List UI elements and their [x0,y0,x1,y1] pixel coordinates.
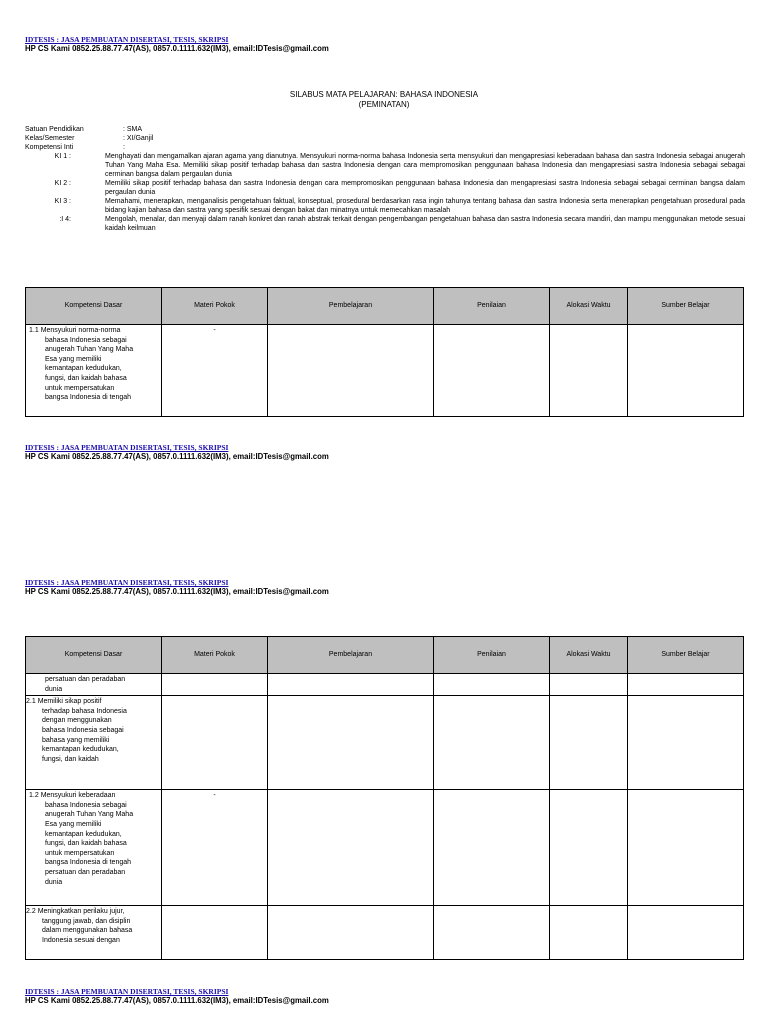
kd-number: 2.1 [26,698,36,706]
col-header-penilaian: Penilaian [434,637,550,674]
kd-line: Mensyukuri norma-norma [40,327,121,334]
kd-line: Indonesia sesuai dengan [42,936,120,944]
syllabus-table-page2 [25,636,744,960]
kd-line: Mensyukuri keberadaan [40,792,116,800]
table-row [26,790,744,906]
col-header-alokasi: Alokasi Waktu [550,637,628,674]
kd-line: Meningkatkan perilaku jujur, [37,908,125,916]
kd-line: Esa yang memiliki [45,355,102,363]
table-row [26,906,744,960]
kd-line: fungsi, dan kaidah [42,755,99,763]
ki-item-text: Mengolah, menalar, dan menyaji dalam ranah konkret dan ranah abstrak terkait dengan pengembangan pengetahuan bahasa dan sastra Indonesia secara mandiri, dan mampu menggunakan metode sesuai kaidah keilmuan [105,216,745,232]
ki-item-text: Memahami, menerapkan, menganalisis pengetahuan faktual, konseptual, prosedural berdasarkan rasa ingin tahunya tentang bahasa dan sastra Indonesia serta menerapkan pengetahuan prosedural pada bidang kajian bahasa dan sastra yang spesifik sesuai dengan bakat dan minatnya untuk memecahkan masalah [105,198,745,214]
materi-cell [162,906,268,960]
kd-line: bahasa yang memiliki [42,736,110,744]
kd-line: anugerah Tuhan Yang Maha [45,811,134,819]
ki-item-label: :I 4: [59,216,71,223]
kd-line: fungsi, dan kaidah bahasa [45,374,127,382]
kd-line: Esa yang memiliki [45,820,102,828]
kelas-value: : XI/Ganjil [123,135,154,142]
kd-line: terhadap bahasa Indonesia [42,707,127,715]
table-header-row [26,288,744,325]
alokasi-cell [550,325,628,417]
penilaian-cell [434,696,550,790]
pembelajaran-cell [268,674,434,696]
col-header-kompetensi: Kompetensi Dasar [26,288,162,325]
syllabus-info [25,125,745,233]
col-header-sumber: Sumber Belajar [628,288,744,325]
col-header-kompetensi: Kompetensi Dasar [26,637,162,674]
alokasi-cell [550,906,628,960]
alokasi-cell [550,790,628,906]
sumber-cell [628,790,744,906]
materi-cell: - [162,790,268,906]
kd-line: bangsa Indonesia di tengah [45,394,132,402]
penilaian-cell [434,674,550,696]
idtesis-link[interactable]: IDTESIS : JASA PEMBUATAN DISERTASI, TESIS, SKRIPSI [25,578,229,587]
kd-line: untuk mempersatukan [45,849,115,857]
kd-line: dunia [45,878,63,886]
syllabus-table-page1 [25,287,744,417]
kd-number: 1.2 [29,792,39,800]
contact-line: HP CS Kami 0852.25.88.77.47(AS), 0857.0.1111.632(IM3), email:IDTesis@gmail.com [25,452,329,461]
kd-line: dunia [45,685,63,693]
col-header-materi: Materi Pokok [162,637,268,674]
contact-line: HP CS Kami 0852.25.88.77.47(AS), 0857.0.1111.632(IM3), email:IDTesis@gmail.com [25,587,329,596]
materi-cell: - [162,325,268,417]
satuan-row [25,125,745,134]
pembelajaran-cell [268,696,434,790]
satuan-label: Satuan Pendidikan [25,126,84,133]
kd-line: kemantapan kedudukan, [42,746,119,754]
kd-line: kemantapan kedudukan, [45,365,122,373]
kd-line: bahasa Indonesia sebagai [42,726,124,734]
pembelajaran-cell [268,325,434,417]
ki-item-label: KI 1 : [54,153,71,160]
col-header-sumber: Sumber Belajar [628,637,744,674]
penilaian-cell [434,906,550,960]
ki-item-text: Memiliki sikap positif terhadap bahasa dan sastra Indonesia dengan cara mempromosikan penggunaan bahasa Indonesia dan mengapresiasi sastra Indonesia sebagai sebagai cerminan bangsa dalam pergaulan dunia [105,180,745,196]
sumber-cell [628,325,744,417]
kd-line: bahasa Indonesia sebagai [45,801,127,809]
kd-number: 1.1 [29,327,39,334]
ki-item [25,215,745,233]
table-row [26,696,744,790]
kelas-row [25,134,745,143]
kd-line: kemantapan kedudukan, [45,830,122,838]
kd-cell [26,906,162,960]
ki-item [25,179,745,197]
kd-line: bangsa Indonesia di tengah [45,859,132,867]
idtesis-link[interactable]: IDTESIS : JASA PEMBUATAN DISERTASI, TESIS, SKRIPSI [25,987,229,996]
kd-line: untuk mempersatukan [45,384,115,392]
satuan-value: : SMA [123,126,143,133]
ki-label: Kompetensi Inti [25,144,74,151]
penilaian-cell [434,790,550,906]
pembelajaran-cell [268,790,434,906]
table-row [26,674,744,696]
ki-item-text: Menghayati dan mengamalkan ajaran agama yang dianutnya. Mensyukuri norma-norma bahasa Indonesia serta mensyukuri dan mengapresiasi keberadaan bahasa dan sastra Indonesia sebagai anugerah Tuhan Yang Maha Esa. Memiliki sikap positif terhadap bahasa dan sastra Indonesia dengan cara mempromosikan penggunaan bahasa Indonesia dan mengapresiasi sastra Indonesia sebagai sebagai cerminan bangsa dalam pergaulan dunia [105,153,745,178]
table-header-row [26,637,744,674]
ki-row [25,143,745,152]
sumber-cell [628,906,744,960]
kd-line: dengan menggunakan [42,717,112,725]
materi-cell [162,696,268,790]
kd-cell [26,674,162,696]
document-subtitle: (PEMINATAN) [358,100,410,109]
kd-line: dalam menggunakan bahasa [42,927,133,935]
page-header-4 [25,987,329,1005]
idtesis-link[interactable]: IDTESIS : JASA PEMBUATAN DISERTASI, TESIS, SKRIPSI [25,35,229,44]
idtesis-link[interactable]: IDTESIS : JASA PEMBUATAN DISERTASI, TESIS, SKRIPSI [25,443,229,452]
page-header-1 [25,35,329,53]
penilaian-cell [434,325,550,417]
kd-line: anugerah Tuhan Yang Maha [45,346,134,354]
col-header-materi: Materi Pokok [162,288,268,325]
kd-line: persatuan dan peradaban [45,868,126,876]
kd-number: 2.2 [26,908,36,916]
page-header-3 [25,578,329,596]
col-header-alokasi: Alokasi Waktu [550,288,628,325]
ki-item [25,197,745,215]
materi-cell [162,674,268,696]
sumber-cell [628,674,744,696]
col-header-pembelajaran: Pembelajaran [268,288,434,325]
contact-line: HP CS Kami 0852.25.88.77.47(AS), 0857.0.1111.632(IM3), email:IDTesis@gmail.com [25,44,329,53]
page-header-2 [25,443,329,461]
document-title: SILABUS MATA PELAJARAN: BAHASA INDONESIA [289,90,479,99]
kd-cell [26,696,162,790]
ki-item-label: KI 3 : [54,198,71,205]
ki-item [25,152,745,179]
contact-line: HP CS Kami 0852.25.88.77.47(AS), 0857.0.1111.632(IM3), email:IDTesis@gmail.com [25,996,329,1005]
kd-line: bahasa Indonesia sebagai [45,336,127,344]
alokasi-cell [550,696,628,790]
kd-cell [26,790,162,906]
kd-line: Memiliki sikap positif [37,698,102,706]
kd-cell [26,325,162,417]
ki-item-label: KI 2 : [54,180,71,187]
kelas-label: Kelas/Semester [25,135,75,142]
kd-line: fungsi, dan kaidah bahasa [45,840,127,848]
col-header-pembelajaran: Pembelajaran [268,637,434,674]
ki-value: : [123,144,125,151]
document-title-block [0,90,768,110]
kd-line: tanggung jawab, dan disiplin [42,917,131,925]
pembelajaran-cell [268,906,434,960]
col-header-penilaian: Penilaian [434,288,550,325]
kd-line: persatuan dan peradaban [45,676,126,683]
table-row [26,325,744,417]
sumber-cell [628,696,744,790]
alokasi-cell [550,674,628,696]
